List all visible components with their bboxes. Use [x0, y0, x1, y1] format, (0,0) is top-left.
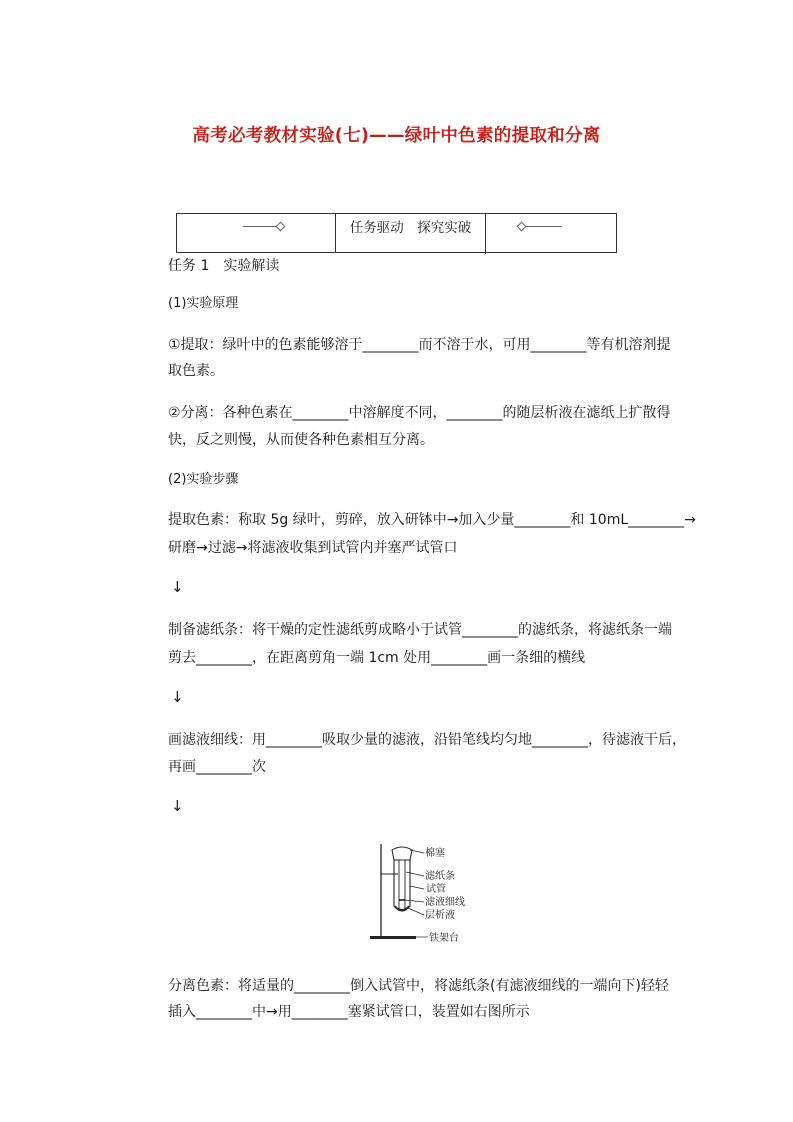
- label-paper-strip: 滤纸条: [425, 871, 455, 882]
- stand-base: [370, 936, 416, 939]
- down-arrow-icon: ↓: [171, 688, 184, 706]
- task-banner: [176, 213, 617, 253]
- banner-label: 任务驱动 探究实破: [336, 214, 486, 254]
- separate-principle-line1: ②分离：各种色素在________中溶解度不同，________的随层析液在滤纸上扩散得: [168, 405, 671, 421]
- separate-principle-line2: 快，反之则慢，从而使各种色素相互分离。: [168, 432, 434, 448]
- down-arrow-icon: ↓: [171, 578, 184, 596]
- document-title: 高考必考教材实验(七)——绿叶中色素的提取和分离: [192, 126, 601, 146]
- down-arrow-icon: ↓: [171, 797, 184, 815]
- step3-line2: 再画________次: [168, 759, 266, 775]
- principle-heading: (1)实验原理: [168, 296, 239, 311]
- paper-strip-shape: [399, 860, 405, 910]
- step4-line2: 插入________中→用________塞紧试管口，装置如右图所示: [168, 1004, 530, 1020]
- label-filtrate-line: 滤液细线: [425, 897, 465, 908]
- label-chromatography-liquid: 层析液: [425, 910, 455, 921]
- steps-heading: (2)实验步骤: [168, 472, 239, 487]
- step1-line1: 提取色素：称取 5g 绿叶，剪碎，放入研钵中→加入少量________和 10mL________→: [168, 512, 696, 528]
- chromatography-apparatus-figure: [366, 842, 486, 946]
- step2-line1: 制备滤纸条：将干燥的定性滤纸剪成略小于试管________的滤纸条，将滤纸条一端: [168, 622, 672, 638]
- banner-right-decoration: [486, 214, 616, 252]
- step3-line1: 画滤液细线：用________吸取少量的滤液，沿铅笔线均匀地________，待滤液干后，: [168, 732, 686, 748]
- step1-line2: 研磨→过滤→将滤液收集到试管内并塞严试管口: [168, 540, 458, 556]
- extract-principle-line1: ①提取：绿叶中的色素能够溶于________而不溶于水，可用________等有机溶剂提: [168, 337, 671, 353]
- label-iron-stand: 铁架台: [429, 933, 459, 944]
- label-cotton: 棉塞: [425, 848, 445, 859]
- extract-principle-line2: 取色素。: [168, 363, 224, 379]
- task1-heading: 任务 1 实验解读: [168, 258, 280, 274]
- label-test-tube: 试管: [426, 884, 446, 895]
- step4-line1: 分离色素：将适量的________倒入试管中，将滤纸条(有滤液细线的一端向下)轻轻: [168, 978, 669, 994]
- banner-left-decoration: [177, 214, 336, 252]
- step2-line2: 剪去________，在距离剪角一端 1cm 处用________画一条细的横线: [168, 650, 586, 666]
- cotton-plug-shape: [392, 847, 412, 860]
